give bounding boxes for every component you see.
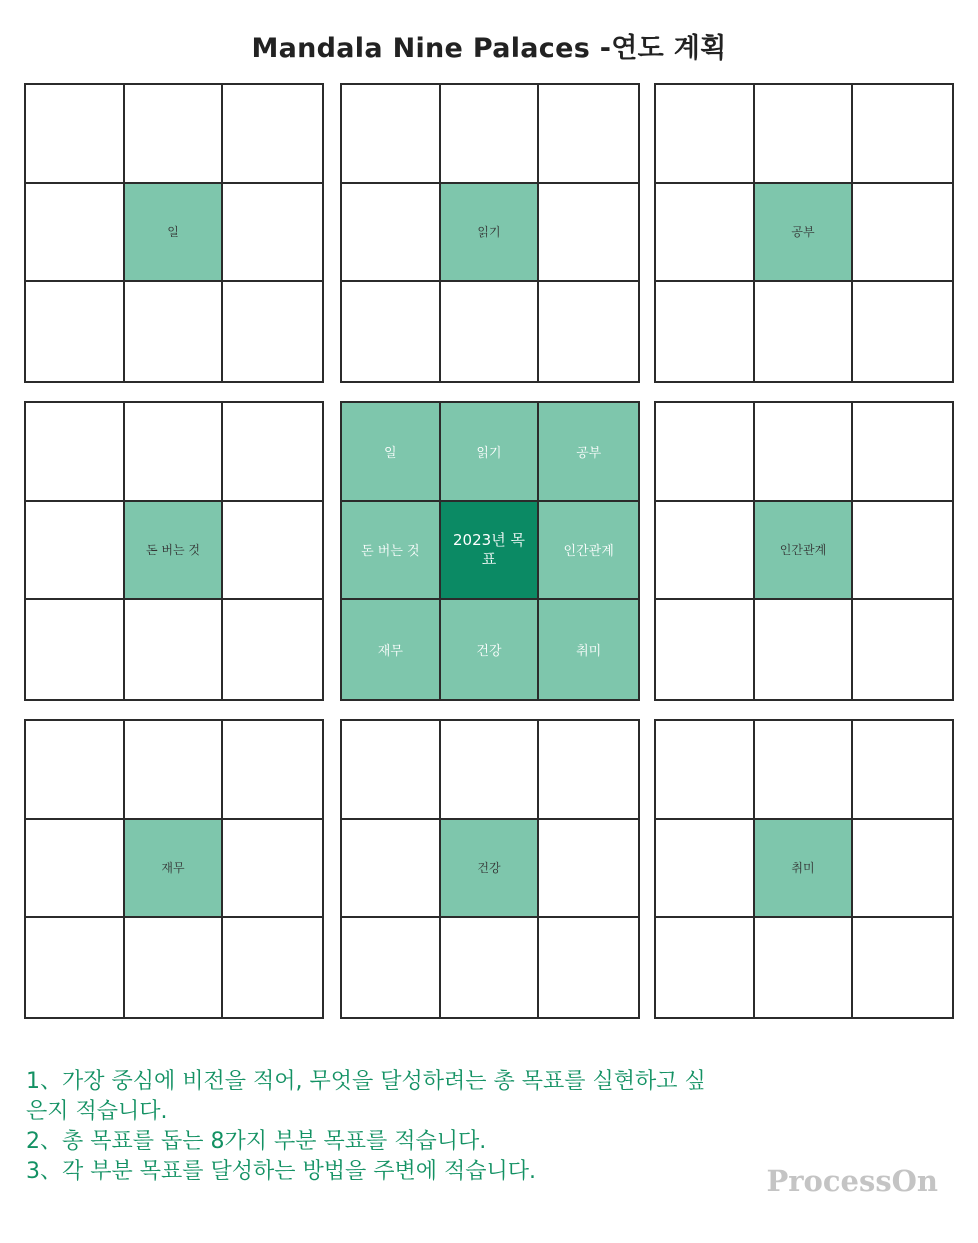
subgoal-cell-work: 일 <box>125 184 224 283</box>
cell <box>125 721 224 820</box>
cell <box>539 820 638 919</box>
cell <box>26 403 125 502</box>
cell <box>656 282 755 381</box>
cell <box>755 85 854 184</box>
core-cell-relationships: 인간관계 <box>539 502 638 601</box>
subgoal-cell-finance: 재무 <box>125 820 224 919</box>
subgoal-cell-earning: 돈 버는 것 <box>125 502 224 601</box>
cell <box>223 282 322 381</box>
cell <box>26 85 125 184</box>
cell <box>853 721 952 820</box>
cell <box>26 282 125 381</box>
cell <box>755 282 854 381</box>
core-cell-study: 공부 <box>539 403 638 502</box>
core-cell-health: 건강 <box>441 600 540 699</box>
cell <box>755 600 854 699</box>
cell <box>656 403 755 502</box>
core-cell-reading: 읽기 <box>441 403 540 502</box>
cell <box>853 600 952 699</box>
subgoal-cell-study: 공부 <box>755 184 854 283</box>
cell <box>223 403 322 502</box>
cell <box>223 721 322 820</box>
subgoal-cell-relationships: 인간관계 <box>755 502 854 601</box>
cell <box>26 184 125 283</box>
cell <box>539 282 638 381</box>
cell <box>755 918 854 1017</box>
cell <box>26 502 125 601</box>
cell <box>342 918 441 1017</box>
cell <box>853 918 952 1017</box>
cell <box>853 820 952 919</box>
cell <box>26 600 125 699</box>
cell <box>223 820 322 919</box>
cell <box>656 600 755 699</box>
cell <box>342 820 441 919</box>
cell <box>342 85 441 184</box>
core-cell-earning: 돈 버는 것 <box>342 502 441 601</box>
cell <box>125 85 224 184</box>
subgoal-cell-health: 건강 <box>441 820 540 919</box>
block-earning <box>24 401 324 701</box>
instruction-line: 2、총 목표를 돕는 8가지 부분 목표를 적습니다. <box>26 1129 487 1154</box>
instruction-line: 은지 적습니다. <box>26 1099 168 1124</box>
instruction-line: 1、가장 중심에 비전을 적어, 무엇을 달성하려는 총 목표를 실현하고 싶 <box>26 1069 706 1094</box>
cell <box>223 600 322 699</box>
cell <box>853 502 952 601</box>
block-hobby <box>654 719 954 1019</box>
cell <box>342 721 441 820</box>
cell <box>26 721 125 820</box>
cell <box>125 918 224 1017</box>
cell <box>853 403 952 502</box>
cell <box>441 721 540 820</box>
cell <box>853 282 952 381</box>
cell <box>656 918 755 1017</box>
instruction-line: 3、각 부분 목표를 달성하는 방법을 주변에 적습니다. <box>26 1159 536 1184</box>
cell <box>755 721 854 820</box>
processon-watermark: ProcessOn <box>766 1164 938 1198</box>
block-finance <box>24 719 324 1019</box>
cell <box>342 282 441 381</box>
center-goal-cell: 2023년 목표 <box>441 502 540 601</box>
cell <box>223 85 322 184</box>
cell <box>853 85 952 184</box>
subgoal-cell-hobby: 취미 <box>755 820 854 919</box>
cell <box>656 85 755 184</box>
cell <box>539 721 638 820</box>
cell <box>223 918 322 1017</box>
cell <box>755 403 854 502</box>
cell <box>26 918 125 1017</box>
cell <box>125 282 224 381</box>
cell <box>125 403 224 502</box>
core-cell-hobby: 취미 <box>539 600 638 699</box>
cell <box>441 282 540 381</box>
cell <box>342 184 441 283</box>
cell <box>539 85 638 184</box>
cell <box>656 502 755 601</box>
cell <box>656 820 755 919</box>
core-cell-work: 일 <box>342 403 441 502</box>
cell <box>853 184 952 283</box>
cell <box>656 721 755 820</box>
block-core <box>340 401 640 701</box>
block-relationships <box>654 401 954 701</box>
cell <box>539 918 638 1017</box>
cell <box>441 85 540 184</box>
diagram-title: Mandala Nine Palaces -연도 계획 <box>251 33 727 64</box>
cell <box>223 502 322 601</box>
cell <box>125 600 224 699</box>
subgoal-cell-reading: 읽기 <box>441 184 540 283</box>
cell <box>539 184 638 283</box>
block-health <box>340 719 640 1019</box>
cell <box>656 184 755 283</box>
core-cell-finance: 재무 <box>342 600 441 699</box>
instructions <box>26 1067 826 1187</box>
block-study <box>654 83 954 383</box>
cell <box>223 184 322 283</box>
block-work <box>24 83 324 383</box>
cell <box>441 918 540 1017</box>
block-reading <box>340 83 640 383</box>
cell <box>26 820 125 919</box>
